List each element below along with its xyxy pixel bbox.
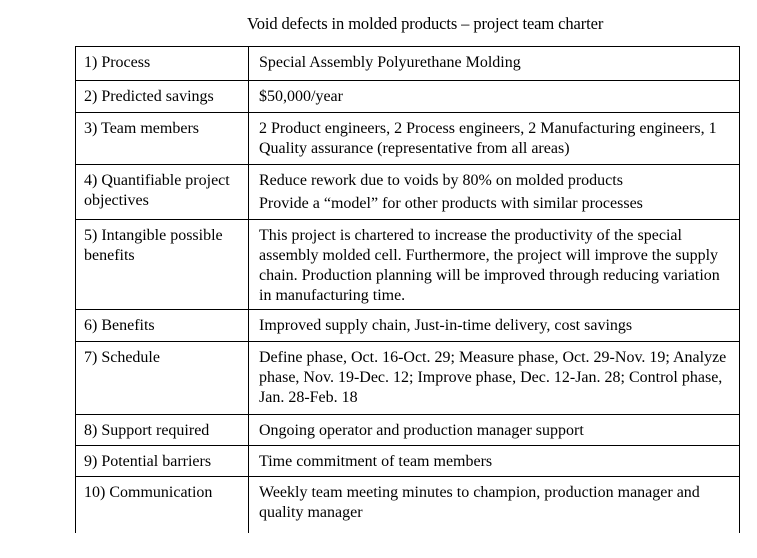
row-label-potential-barriers: 9) Potential barriers	[76, 446, 249, 477]
row-value-communication: Weekly team meeting minutes to champion, production manager and quality manager	[249, 477, 740, 533]
table-row	[76, 477, 740, 533]
table-row	[76, 81, 740, 113]
charter-table	[75, 46, 740, 533]
row-label-objectives: 4) Quantifiable project objectives	[76, 165, 249, 220]
row-label-predicted-savings: 2) Predicted savings	[76, 81, 249, 113]
row-label-benefits: 6) Benefits	[76, 310, 249, 342]
row-value-intangible-benefits: This project is chartered to increase the productivity of the special assembly molded cell. Furthermore, the project will improve the supply chain. Production planning will be improved through reducing variation in manufacturing time.	[249, 220, 740, 310]
table-row	[76, 220, 740, 310]
row-value-schedule: Define phase, Oct. 16-Oct. 29; Measure phase, Oct. 29-Nov. 19; Analyze phase, Nov. 19-Dec. 12; Improve phase, Dec. 12-Jan. 28; Control phase, Jan. 28-Feb. 18	[249, 342, 740, 415]
table-row	[76, 310, 740, 342]
row-value-objectives: Reduce rework due to voids by 80% on molded products Provide a “model” for other products with similar processes	[249, 165, 740, 220]
row-label-team-members: 3) Team members	[76, 113, 249, 165]
row-value-predicted-savings: $50,000/year	[249, 81, 740, 113]
table-row	[76, 446, 740, 477]
row-label-support-required: 8) Support required	[76, 415, 249, 446]
row-label-process: 1) Process	[76, 47, 249, 81]
row-value-potential-barriers: Time commitment of team members	[249, 446, 740, 477]
table-row	[76, 415, 740, 446]
row-label-schedule: 7) Schedule	[76, 342, 249, 415]
row-value-benefits: Improved supply chain, Just-in-time delivery, cost savings	[249, 310, 740, 342]
row-label-communication: 10) Communication	[76, 477, 249, 533]
table-row	[76, 47, 740, 81]
table-row	[76, 165, 740, 220]
row-value-support-required: Ongoing operator and production manager support	[249, 415, 740, 446]
table-row	[76, 342, 740, 415]
row-value-process: Special Assembly Polyurethane Molding	[249, 47, 740, 81]
row-label-intangible-benefits: 5) Intangible possible benefits	[76, 220, 249, 310]
row-value-team-members: 2 Product engineers, 2 Process engineers, 2 Manufacturing engineers, 1 Quality assurance (representative from all areas)	[249, 113, 740, 165]
table-row	[76, 113, 740, 165]
